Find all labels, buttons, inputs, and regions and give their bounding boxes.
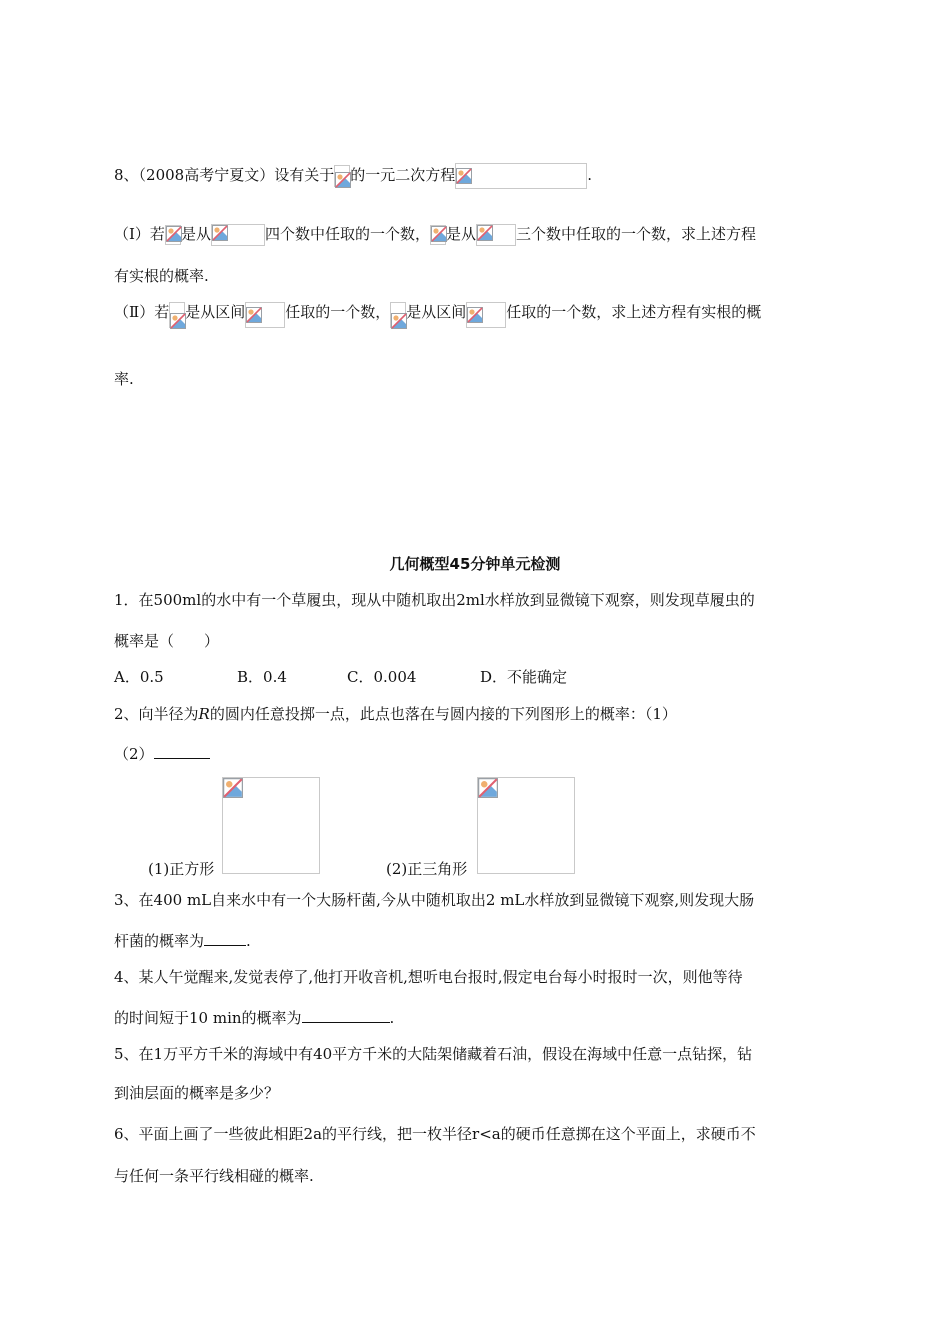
q8-intro-b: 的一元二次方程 [350,166,456,184]
q8-part1 [114,224,756,246]
q3-text-b: 杆菌的概率为 [114,932,205,950]
caption-triangle: (2)正三角形 [386,860,468,878]
q5-text-cont: 到油层面的概率是多少？ [114,1084,280,1102]
option-a: A．0.5 [114,668,164,686]
q6-text: 6、平面上画了一些彼此相距2a的平行线，把一枚半径r<a的硬币任意掷在这个平面上，求硬币不 [114,1125,756,1143]
q8-part2-cont: 率. [114,370,134,388]
q8-p2-text-c: 任取的一个数， [285,303,391,321]
q8-p1-text-a: （Ⅰ）若 [114,225,165,243]
q8-intro-a: 8、（2008高考宁夏文）设有关于 [114,166,335,184]
q8-part2 [114,302,761,328]
option-c: C．0.004 [347,668,417,686]
q2-text-c: （2） [114,745,154,763]
option-d: D．不能确定 [480,668,568,686]
interval-image [466,302,506,328]
q8-p2-text-e: 任取的一个数，求上述方程有实根的概 [506,303,762,321]
triangle-figure-image [477,777,575,874]
q8-p1-text-d: 是从 [445,225,476,243]
q5-text: 5、在1万平方千米的海域中有40平方千米的大陆架储藏着石油，假设在海域中任意一点钻探，钻 [114,1045,753,1063]
q8-intro-end: . [587,166,593,184]
broken-image-icon [223,778,243,798]
q8-p1-text-c: 四个数中任取的一个数， [264,225,430,243]
q8-p1-text-b: 是从 [180,225,211,243]
q2-text [114,704,677,724]
section-title: 几何概型45分钟单元检测 [389,555,561,573]
broken-image-icon [390,302,406,328]
q6-text-cont: 与任何一条平行线相碰的概率. [114,1167,314,1185]
q1-text: 1．在500ml的水中有一个草履虫，现从中随机取出2ml水样放到显微镜下观察，则发现草履虫的 [114,591,755,609]
q2-answer-line [114,744,210,764]
q4-text-b: 的时间短于10 min的概率为 [114,1009,302,1027]
answer-blank [154,758,210,759]
set-image [476,224,516,246]
q4-text-cont [114,1008,394,1028]
q3-text: 3、在400 mL自来水中有一个大肠杆菌,今从中随机取出2 mL水样放到显微镜下观察,则发现大肠 [114,891,755,909]
q3-text-end: . [246,932,251,950]
q8-intro [114,163,592,189]
caption-square: (1)正方形 [148,860,215,878]
q8-p1-text-e: 三个数中任取的一个数，求上述方程 [515,225,756,243]
square-figure-image [222,777,320,874]
q2-text-a: 2、向半径为 [114,705,199,723]
option-b: B．0.4 [237,668,287,686]
broken-image-icon [430,225,446,245]
equation-image [455,163,587,189]
broken-image-icon [169,302,185,328]
q8-part1-cont: 有实根的概率. [114,267,209,285]
broken-image-icon [165,225,181,245]
broken-image-icon [478,778,498,798]
q8-p2-text-a: （Ⅱ）若 [114,303,170,321]
broken-image-icon [334,165,350,187]
answer-blank [302,1022,390,1023]
q1-text-cont: 概率是（ ） [114,632,220,650]
answer-blank [204,945,246,946]
q4-text-end: . [389,1009,395,1027]
q2-radius: R [198,705,210,723]
set-image [211,224,265,246]
q1-options [114,667,567,687]
q8-p2-text-b: 是从区间 [185,303,246,321]
q8-p2-text-d: 是从区间 [406,303,467,321]
q4-text: 4、某人午觉醒来,发觉表停了,他打开收音机,想听电台报时,假定电台每小时报时一次，则他等待 [114,968,743,986]
q3-text-cont [114,931,251,951]
interval-image [245,302,285,328]
q2-text-b: 的圆内任意投掷一点，此点也落在与圆内接的下列图形上的概率：（1） [209,705,677,723]
